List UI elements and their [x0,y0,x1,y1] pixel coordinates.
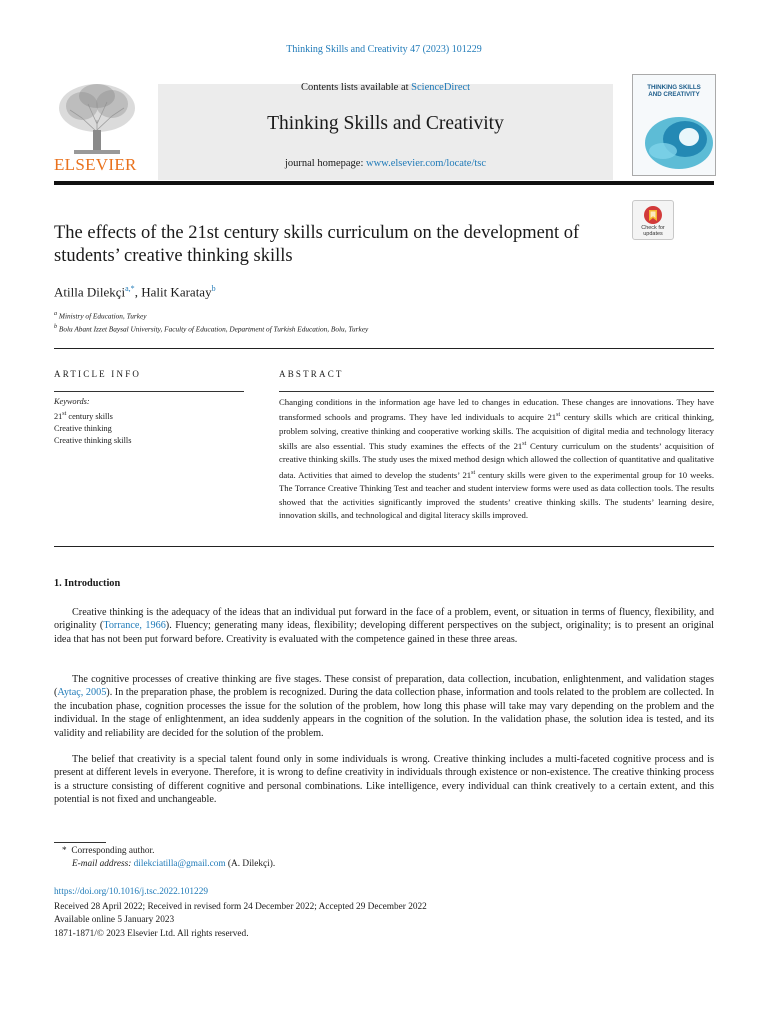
author-separator: , [134,284,138,300]
elsevier-wordmark: ELSEVIER [54,155,137,174]
article-info-rule [54,391,244,392]
affiliation-mark: b [54,324,58,330]
received-dates: Received 28 April 2022; Received in revised form 24 December 2022; Accepted 29 December 2022 [54,902,427,912]
email-owner: (A. Dilekçi). [227,859,276,869]
affiliation-text: Bolu Abant Izzet Baysal University, Faculty of Education, Department of Turkish Education, Bolu, Turkey [58,324,369,334]
footnote-mark: * [62,846,67,856]
citation-link[interactable]: Torrance, 1966 [103,620,166,632]
cover-title-line2: AND CREATIVITY [648,91,700,98]
cover-title-line1: THINKING SKILLS [647,84,701,91]
contents-line [158,82,613,93]
abstract-rule [279,391,714,392]
article-info-heading: ARTICLE INFO [54,369,142,379]
keywords-label: Keywords: [54,397,90,406]
author-name: Halit Karatay [141,284,212,300]
check-text-line1: Check for [641,225,665,231]
copyright-line: 1871-1871/© 2023 Elsevier Ltd. All rights reserved. [54,929,249,939]
keyword-item: Creative thinking skills [54,435,132,445]
header-rule [54,181,714,185]
available-online: Available online 5 January 2023 [54,915,175,925]
keywords-block [54,396,244,447]
running-head[interactable]: Thinking Skills and Creativity 47 (2023) 101229 [286,44,482,55]
affiliation-mark: a [54,311,58,317]
intro-paragraph: The cognitive processes of creative thinking are five stages. These consist of preparation, data collection, incubation, enlightenment, and validation stages (Aytaç, 2005). In the preparation phase, the problem is recognized. During the data collection phase, information and tools related to the problem are collected. In the incubation phase, cognition processes the issue for the solution of the problem, how long this phase will take may vary depending on the problem and the individual. In the stage of enlightenment, an idea suddenly appears in the cognition of the solution. In the validation phase, the solution idea is tested, and its validity and reliability are decided for the solution of the problem. [54,674,714,739]
article-title: The effects of the 21st century skills curriculum on the development of students’ creative thinking skills [54,223,580,266]
journal-homepage-link[interactable]: www.elsevier.com/locate/tsc [366,158,487,169]
homepage-prefix: journal homepage: [284,158,364,169]
footnote-rule [54,842,106,843]
doi-link[interactable]: https://doi.org/10.1016/j.tsc.2022.101229 [54,887,209,897]
corresponding-author-note: * Corresponding author. [62,846,155,856]
contents-prefix: Contents lists available at [300,82,409,93]
intro-paragraph: Creative thinking is the adequacy of the ideas that an individual put forward in the face of a problem, event, or situation in terms of fluency, flexibility, and originality (Torrance, 1966). Fluency; generating many ideas, flexibility; developing different perspectives on the subject, originality; is to present an original idea that has not been put forward before. Creativity is evaluated with the competence gained in these three areas. [54,607,714,645]
journal-title: Thinking Skills and Creativity [267,113,504,134]
homepage-line [158,158,613,169]
check-text-line2: updates [643,231,663,237]
abstract-heading: ABSTRACT [279,369,344,379]
sciencedirect-link[interactable]: ScienceDirect [411,82,471,93]
author-list [54,284,216,300]
author-affiliation-mark[interactable]: a,* [125,284,135,293]
journal-cover-image[interactable] [632,74,716,176]
affiliation-text: Ministry of Education, Turkey [58,311,147,321]
abstract-text: Changing conditions in the information age have led to changes in education. These changes are innovations. They have transformed schools and programs. They have led individuals to acquire 21st century skills which are critical thinking, problem solving, creative thinking and cooperative working skills. The acquisition of digital media and technology literacy skills are also essential. This study examines the effects of the 21st Century curriculum on the students’ acquisition of creative thinking skills. The study uses the mixed method design which allowed the collection of quantitative and qualitative data. Activities that aimed to develop the students’ 21st century skills were given to the experimental group for 10 weeks. The Torrance Creative Thinking Test and teacher and student interview forms were used as data collection tools. The results showed that the activities significantly improved the students’ creative thinking skills. The students’ learning desire, innovation skills, and technological and digital literacy skills improved. [279,397,715,520]
email-label: E-mail address: [72,859,132,869]
citation-link[interactable]: Aytaç, 2005 [57,687,107,699]
author-affiliation-mark[interactable]: b [211,284,216,293]
keyword-item: 21st century skills [54,411,113,421]
bookmark-icon [642,204,664,226]
keyword-item: Creative thinking [54,423,112,433]
affiliation-a [54,311,146,320]
section-rule [54,546,714,547]
affiliation-b [54,324,368,333]
intro-paragraph: The belief that creativity is a special talent found only in some individuals is wrong. Creative thinking includes a multi-faceted cognitive process and is present at different levels in everyone. Therefore, it is wrong to define creativity in individuals through existence or non-existence. The creative thinking process is a structure consisting of different cognitive and personal combinations. Like intelligence, every individual can think creatively to a certain extent, and this potential is not fixed and unchangeable. [54,754,714,806]
email-note [72,859,275,869]
email-link[interactable]: dilekciatilla@gmail.com [133,859,226,869]
check-for-updates-badge[interactable] [632,200,674,240]
author-name: Atilla Dilekçi [54,284,126,300]
section-rule [54,348,714,349]
introduction-heading: 1. Introduction [54,578,121,589]
